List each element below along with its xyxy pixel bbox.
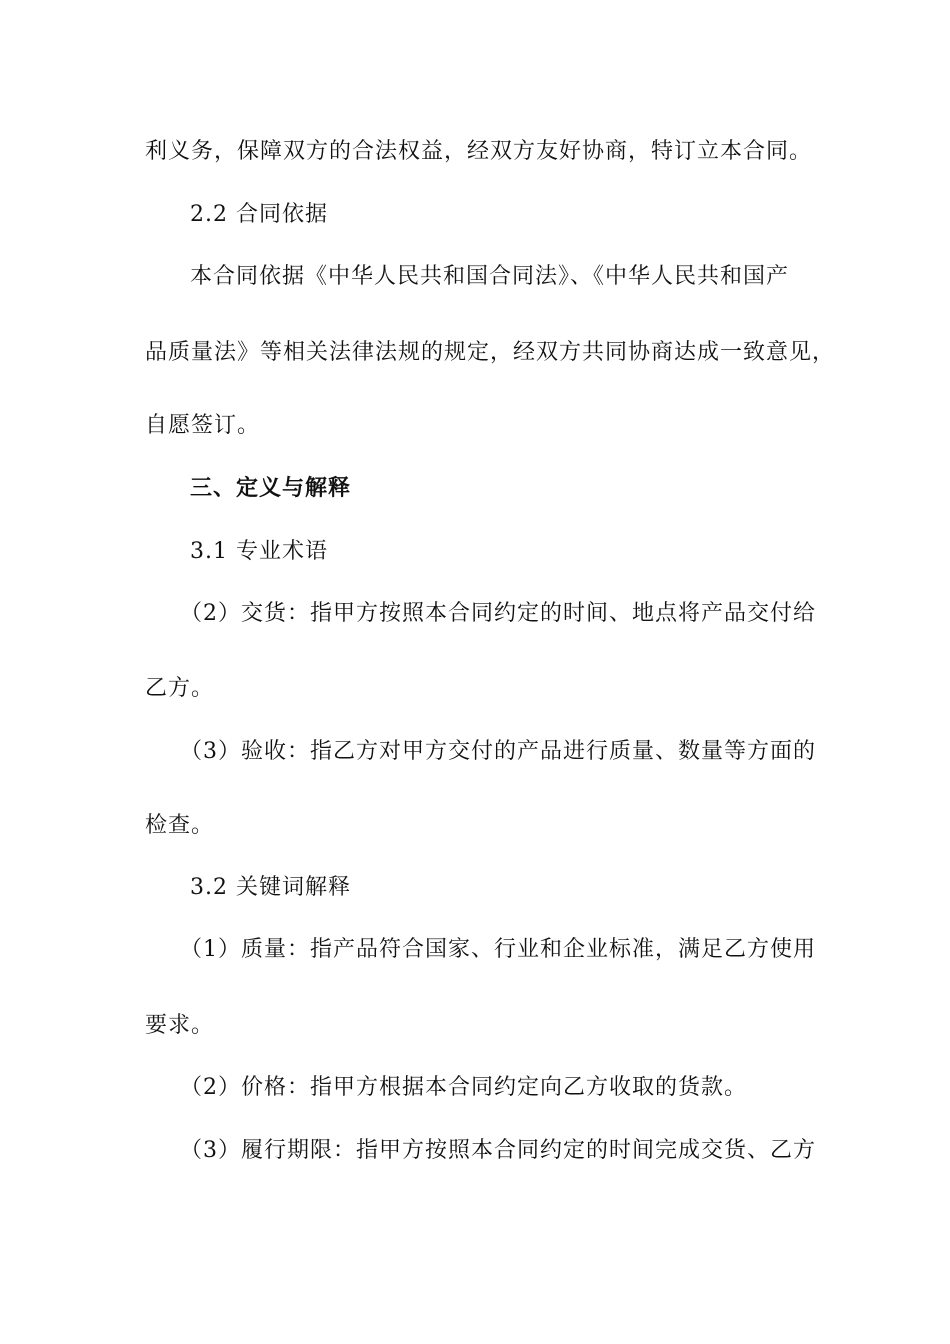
paragraph-line: （2）交货：指甲方按照本合同约定的时间、地点将产品交付给 <box>180 601 816 626</box>
paragraph-line: （1）质量：指产品符合国家、行业和企业标准，满足乙方使用 <box>180 937 816 962</box>
paragraph-line: 自愿签订。 <box>145 413 261 438</box>
paragraph-line: （3）履行期限：指甲方按照本合同约定的时间完成交货、乙方 <box>180 1138 816 1163</box>
paragraph-line: 本合同依据《中华人民共和国合同法》、《中华人民共和国产 <box>190 264 790 289</box>
chapter-heading-3: 三、定义与解释 <box>190 476 352 501</box>
paragraph-line: 品质量法》等相关法律法规的规定，经双方共同协商达成一致意见， <box>145 340 836 365</box>
paragraph-line: 乙方。 <box>145 676 215 701</box>
paragraph-line: 检查。 <box>145 813 215 838</box>
section-heading-3-2: 3.2 关键词解释 <box>190 875 351 900</box>
section-heading-3-1: 3.1 专业术语 <box>190 539 328 564</box>
paragraph-line: （2）价格：指甲方根据本合同约定向乙方收取的货款。 <box>180 1075 747 1100</box>
section-heading-2-2: 2.2 合同依据 <box>190 202 328 227</box>
paragraph-line: （3）验收：指乙方对甲方交付的产品进行质量、数量等方面的 <box>180 739 816 764</box>
paragraph-line: 利义务，保障双方的合法权益，经双方友好协商，特订立本合同。 <box>145 139 813 164</box>
paragraph-line: 要求。 <box>145 1013 215 1038</box>
